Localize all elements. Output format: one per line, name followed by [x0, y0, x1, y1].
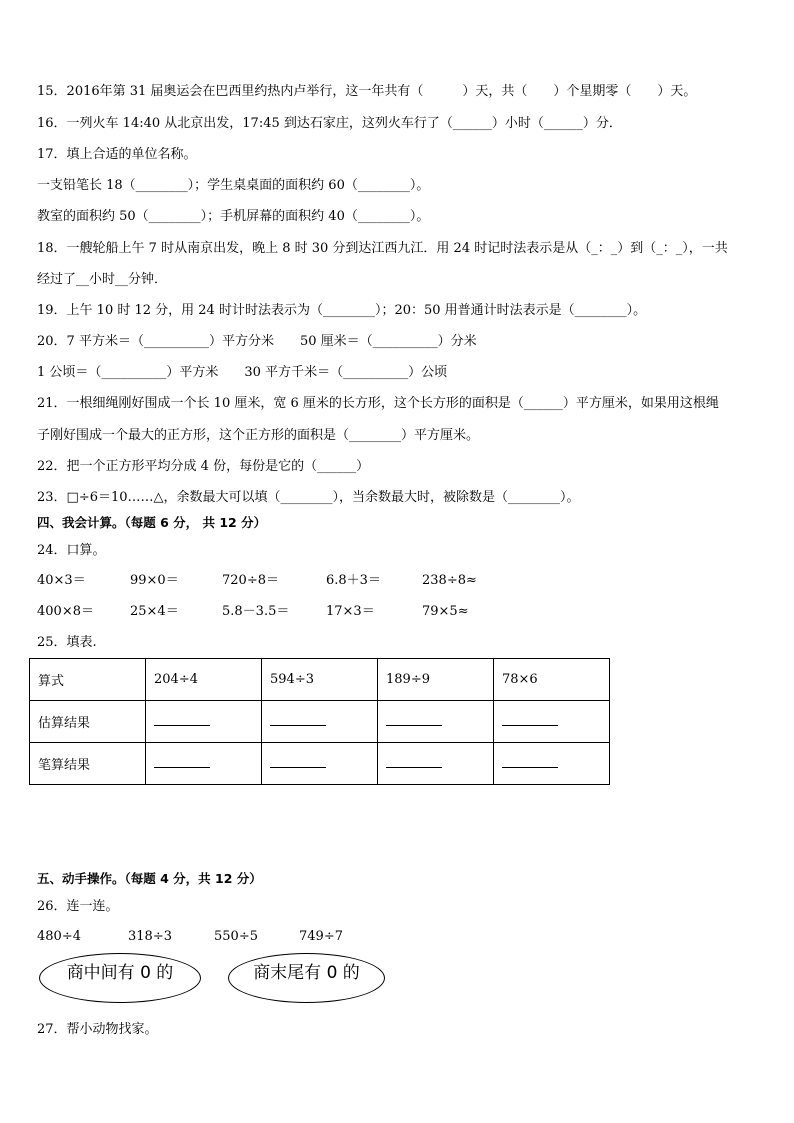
question-21-line-2: 子刚好围成一个最大的正方形，这个正方形的面积是（________）平方厘米。	[37, 428, 480, 443]
question-24: 24．口算。	[37, 543, 106, 558]
question-20-line-1: 20．7 平方米＝（__________）平方分米 50 厘米＝（__________）分米	[37, 334, 477, 349]
question-17: 17．填上合适的单位名称。	[37, 147, 197, 162]
calc-item: 79×5≈	[422, 604, 469, 619]
table-header-cell: 189÷9	[378, 659, 494, 701]
calc-item: 6.8＋3＝	[326, 573, 381, 588]
section-5-heading: 五、动手操作。（每题 4 分，共 12 分）	[37, 871, 262, 886]
question-22: 22．把一个正方形平均分成 4 份，每份是它的（______）	[37, 459, 370, 474]
question-18-line-2: 经过了__小时__分钟．	[37, 272, 168, 287]
calc-item: 25×4＝	[130, 604, 179, 619]
answer-blank[interactable]	[378, 743, 494, 785]
question-25: 25．填表.	[37, 635, 97, 650]
oval-label: 商中间有 0 的	[66, 963, 174, 983]
answer-blank[interactable]	[262, 701, 378, 743]
table-row-label: 估算结果	[30, 701, 146, 743]
table-header-cell: 204÷4	[146, 659, 262, 701]
question-18-line-1: 18．一艘轮船上午 7 时从南京出发，晚上 8 时 30 分到达江西九江．用 24 时记时法表示是从（_：_）到（_：_），一共	[37, 241, 728, 256]
answer-blank[interactable]	[146, 701, 262, 743]
oval-quotient-end-zero[interactable]	[228, 953, 385, 1003]
question-23: 23．□÷6＝10……△，余数最大可以填（________），当余数最大时，被除数是（________）。	[37, 490, 580, 505]
table-header-row	[30, 659, 610, 701]
question-26: 26．连一连。	[37, 899, 119, 914]
calc-item: 5.8－3.5＝	[222, 604, 290, 619]
link-item[interactable]: 749÷7	[299, 929, 343, 944]
link-item[interactable]: 550÷5	[214, 929, 258, 944]
question-27: 27．帮小动物找家。	[37, 1022, 158, 1037]
table-row	[30, 701, 610, 743]
table-header-cell: 78×6	[494, 659, 610, 701]
answer-blank[interactable]	[146, 743, 262, 785]
question-20-line-2: 1 公顷＝（__________）平方米 30 平方千米＝（__________）公顷	[37, 365, 448, 380]
link-item[interactable]: 480÷4	[37, 929, 81, 944]
oval-quotient-middle-zero[interactable]	[39, 953, 201, 1003]
section-4-heading: 四、我会计算。（每题 6 分， 共 12 分）	[37, 515, 267, 530]
calc-item: 17×3＝	[326, 604, 375, 619]
table-row	[30, 743, 610, 785]
table-header-cell: 算式	[30, 659, 146, 701]
table-header-cell: 594÷3	[262, 659, 378, 701]
calc-item: 400×8＝	[37, 604, 94, 619]
question-16: 16．一列火车 14:40 从北京出发，17:45 到达石家庄，这列火车行了（______）小时（______）分．	[37, 116, 622, 131]
question-17-part-b: 教室的面积约 50（________）；手机屏幕的面积约 40（________）。	[37, 209, 430, 224]
question-15: 15．2016年第 31 届奥运会在巴西里约热内卢举行，这一年共有（ ）天，共（ ）个星期零（ ）天。	[37, 84, 697, 99]
link-item[interactable]: 318÷3	[128, 929, 172, 944]
calc-item: 720÷8＝	[222, 573, 279, 588]
oval-label: 商末尾有 0 的	[253, 963, 360, 983]
calc-item: 40×3＝	[37, 573, 86, 588]
question-19: 19．上午 10 时 12 分，用 24 时计时法表示为（________）；20：50 用普通计时法表示是（________）。	[37, 303, 647, 318]
question-21-line-1: 21．一根细绳刚好围成一个长 10 厘米，宽 6 厘米的长方形，这个长方形的面积是（______）平方厘米，如果用这根绳	[37, 396, 719, 411]
calc-item: 99×0＝	[130, 573, 179, 588]
answer-blank[interactable]	[262, 743, 378, 785]
question-17-part-a: 一支铅笔长 18（________）；学生桌桌面的面积约 60（________）。	[37, 178, 430, 193]
table-row-label: 笔算结果	[30, 743, 146, 785]
calc-item: 238÷8≈	[422, 573, 477, 588]
answer-blank[interactable]	[494, 701, 610, 743]
answer-blank[interactable]	[378, 701, 494, 743]
answer-blank[interactable]	[494, 743, 610, 785]
estimate-table	[29, 658, 610, 785]
